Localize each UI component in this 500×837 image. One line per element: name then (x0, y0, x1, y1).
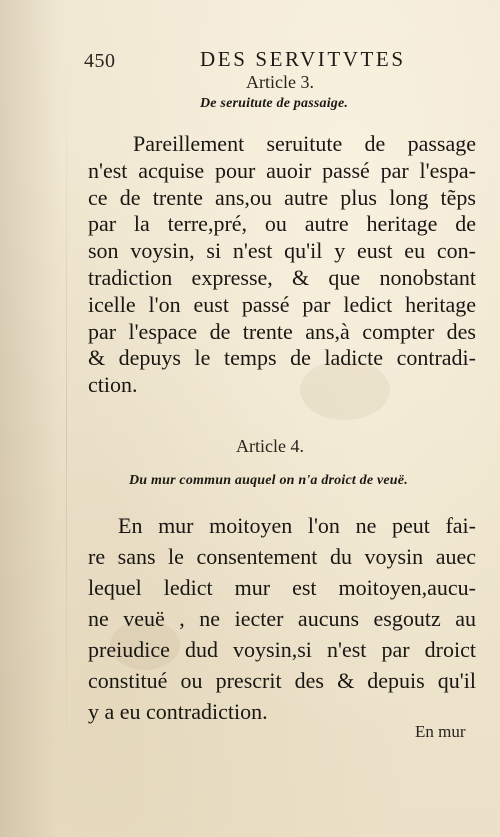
text-line: icelle l'on eust passé par ledict heritage (88, 291, 476, 317)
text-line: preiudice dud voysin,si n'est par droict (88, 637, 476, 662)
running-head: DES SERVITVTES (200, 47, 406, 71)
article-heading: Article 4. (236, 436, 304, 456)
article-heading: Article 3. (246, 72, 314, 92)
text-line: tradiction expresse, & que nonobstant (88, 264, 476, 290)
text-line: ce de trente ans,ou autre plus long tẽps (88, 184, 476, 210)
text-line: n'est acquise pour auoir passé par l'espa- (88, 157, 476, 183)
text-line: constitué ou prescrit des & depuis qu'il (88, 668, 476, 693)
article-subtitle: De seruitute de passaige. (200, 96, 349, 111)
catchword: En mur (415, 722, 466, 741)
article-paragraph (88, 131, 476, 399)
text-line: & depuys le temps de ladicte contradi- (88, 345, 476, 371)
text-line: par l'espace de trente ans,à compter des (88, 318, 476, 344)
text-line: re sans le consentement du voysin auec (88, 544, 476, 569)
text-line: Pareillement seruitute de passage (133, 131, 476, 156)
page-number: 450 (84, 50, 116, 72)
text-line: ction. (88, 372, 138, 398)
text-line: son voysin, si n'est qu'il y eust eu con- (88, 238, 476, 264)
text-line: y a eu contradiction. (88, 699, 268, 724)
text-line: lequel ledict mur est moitoyen,aucu- (88, 575, 476, 600)
text-line: par la terre,pré, ou autre heritage de (88, 211, 476, 237)
text-line: En mur moitoyen l'on ne peut fai- (118, 513, 476, 538)
article-subtitle: Du mur commun auquel on n'a droict de veuë. (129, 473, 408, 488)
article-paragraph (88, 510, 476, 727)
text-line: ne veuë , ne iecter aucuns esgoutz au (88, 606, 476, 631)
